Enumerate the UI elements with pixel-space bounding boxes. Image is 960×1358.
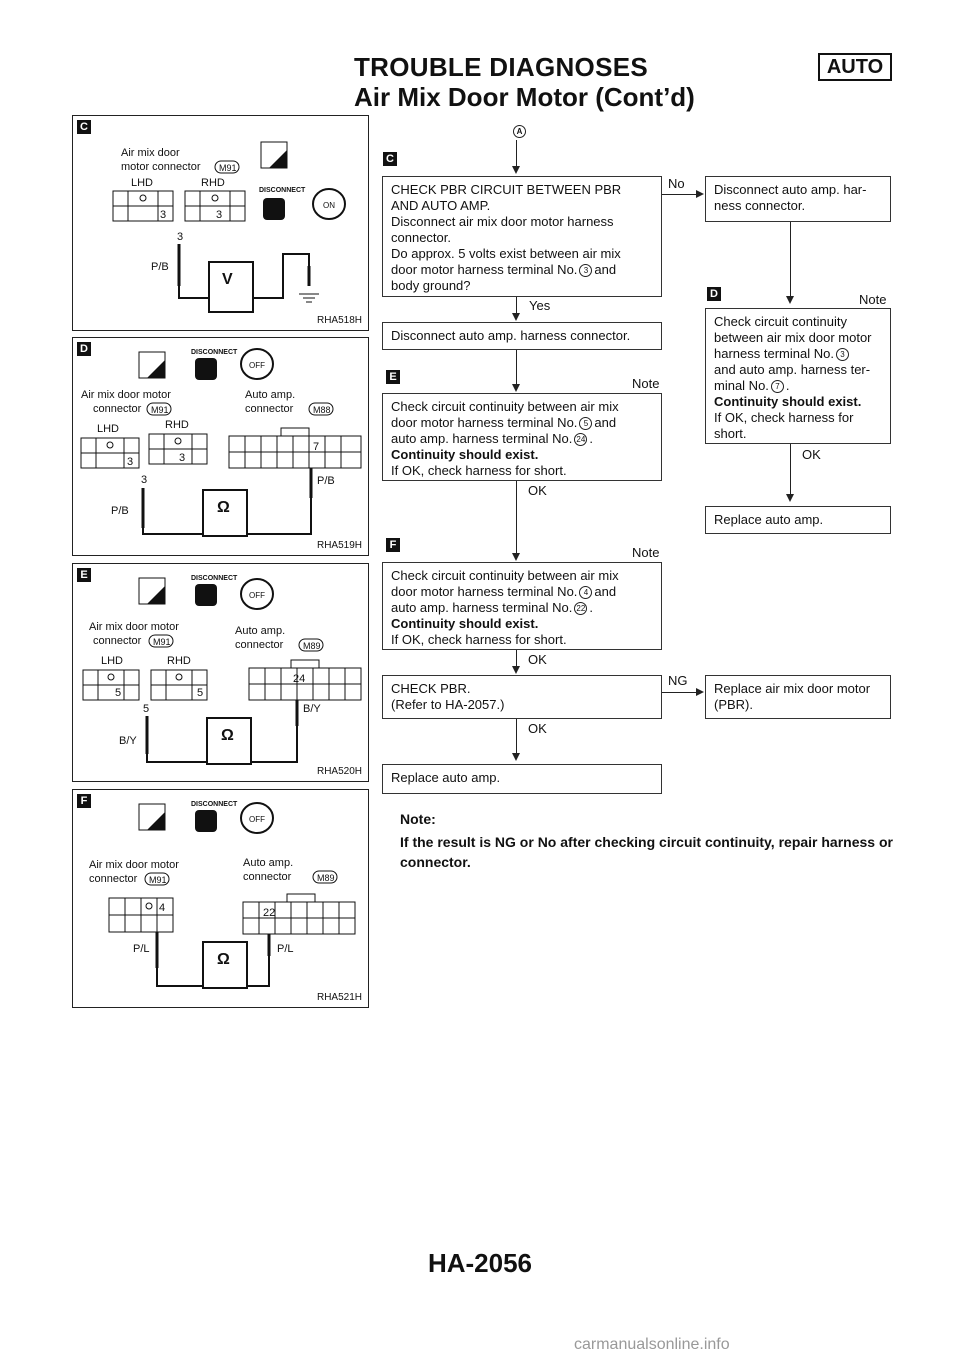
svg-text:Auto amp.: Auto amp. [243, 857, 294, 869]
flow-start-label: A [511, 123, 528, 138]
svg-text:3: 3 [179, 452, 186, 464]
auto-amp-connector-icon [243, 894, 355, 934]
ignition-key-icon [241, 349, 273, 379]
connector-disconnect-icon [195, 358, 217, 380]
check-continuity-e-box: Check circuit continuity between air mix door motor harness terminal No. 5 and auto amp. harness terminal No. 24 . Continuity should exist. If OK, check harness for short. [382, 393, 662, 481]
svg-text:OFF: OFF [249, 361, 265, 370]
rhd-connector-icon [185, 191, 245, 221]
flow-marker-d: D [707, 287, 721, 301]
svg-text:LHD: LHD [101, 655, 124, 667]
svg-text:P/L: P/L [277, 943, 294, 955]
svg-text:Air mix door motor: Air mix door motor [81, 389, 171, 401]
flow-marker-f: F [386, 538, 400, 552]
svg-text:M89: M89 [303, 641, 321, 651]
lhd-connector-icon [81, 438, 139, 468]
svg-text:3: 3 [141, 474, 148, 486]
svg-text:P/B: P/B [317, 475, 335, 487]
svg-text:5: 5 [115, 687, 122, 699]
svg-text:Ω: Ω [217, 499, 230, 516]
motor-connector-icon [109, 898, 173, 932]
rhd-label: RHD [201, 177, 225, 189]
hs-icon [139, 352, 165, 378]
svg-text:3: 3 [127, 456, 134, 468]
disconnect-amp-box-right: Disconnect auto amp. har- ness connector. [705, 176, 891, 222]
svg-text:connector: connector [89, 873, 138, 885]
svg-text:P/B: P/B [111, 505, 129, 517]
svg-text:M91: M91 [151, 405, 169, 415]
connector-label-line2: motor connector [121, 161, 201, 173]
ok-label: OK [528, 721, 547, 736]
check-pbr-circuit-box: CHECK PBR CIRCUIT BETWEEN PBR AND AUTO AMP. Disconnect air mix door motor harness connector. Do approx. 5 volts exist between air mix door motor harness terminal No. 3 and body ground? [382, 176, 662, 297]
svg-text:connector: connector [243, 871, 292, 883]
rhd-connector-icon [149, 434, 207, 464]
ng-label: NG [668, 673, 688, 688]
flow-marker-c: C [383, 152, 397, 166]
svg-text:3: 3 [216, 209, 223, 221]
no-label: No [668, 176, 685, 191]
lhd-label: LHD [131, 177, 154, 189]
auto-amp-connector-icon [249, 660, 361, 700]
svg-text:RHD: RHD [165, 419, 189, 431]
voltage-check-diagram [73, 116, 370, 332]
figure-ref: RHA521H [316, 992, 362, 1003]
flow-marker-e: E [386, 370, 400, 384]
hs-icon [261, 142, 287, 168]
svg-text:24: 24 [293, 673, 306, 685]
rhd-connector-icon [151, 670, 207, 700]
svg-text:Ω: Ω [217, 951, 230, 968]
svg-text:RHD: RHD [167, 655, 191, 667]
svg-text:Ω: Ω [221, 727, 234, 744]
yes-label: Yes [529, 298, 551, 313]
svg-text:connector: connector [93, 403, 142, 415]
continuity-check-diagram [73, 338, 370, 557]
svg-text:connector: connector [235, 639, 284, 651]
hs-icon [139, 578, 165, 604]
svg-text:B/Y: B/Y [303, 703, 321, 715]
wire-color: P/B [151, 261, 169, 273]
svg-text:7: 7 [313, 441, 320, 453]
svg-text:3: 3 [160, 209, 167, 221]
replace-auto-amp-box-right: Replace auto amp. [705, 506, 891, 534]
check-continuity-d-box: Check circuit continuity between air mix door motor harness terminal No. 3 and auto amp. harness ter- minal No. 7 . Continuity should exist. If OK, check harness for short. [705, 308, 891, 444]
svg-text:DISCONNECT: DISCONNECT [191, 349, 238, 356]
connector-code: M91 [219, 163, 237, 173]
svg-text:Auto amp.: Auto amp. [245, 389, 296, 401]
auto-amp-connector-icon [229, 428, 361, 468]
connector-disconnect-icon [195, 810, 217, 832]
lhd-connector-icon [83, 670, 139, 700]
svg-text:DISCONNECT: DISCONNECT [191, 801, 238, 808]
svg-text:M89: M89 [317, 873, 335, 883]
svg-text:M88: M88 [313, 405, 331, 415]
svg-text:5: 5 [197, 687, 204, 699]
svg-text:Air mix door motor: Air mix door motor [89, 859, 179, 871]
svg-text:OFF: OFF [249, 815, 265, 824]
watermark: carmanualsonline.info [574, 1336, 730, 1353]
svg-text:connector: connector [93, 635, 142, 647]
probe-terminal: 3 [177, 231, 184, 243]
check-pbr-box: CHECK PBR. (Refer to HA-2057.) [382, 675, 662, 719]
page-number: HA-2056 [427, 1248, 533, 1278]
svg-text:connector: connector [245, 403, 294, 415]
svg-text:5: 5 [143, 703, 150, 715]
section-subtitle: Air Mix Door Motor (Cont’d) [354, 82, 695, 112]
step-marker-f: F [77, 794, 91, 808]
svg-text:LHD: LHD [97, 423, 120, 435]
svg-text:V: V [222, 271, 233, 288]
svg-text:ON: ON [323, 201, 335, 210]
svg-text:B/Y: B/Y [119, 735, 137, 747]
diagram-panel-e [72, 563, 369, 782]
hs-icon [139, 804, 165, 830]
note-label: Note [859, 292, 887, 307]
ok-label: OK [528, 652, 547, 667]
connector-label-line1: Air mix door [121, 147, 180, 159]
lhd-connector-icon [113, 191, 173, 221]
svg-text:22: 22 [263, 907, 276, 919]
page-title: TROUBLE DIAGNOSES [354, 52, 649, 82]
ok-label: OK [528, 483, 547, 498]
svg-text:P/L: P/L [133, 943, 150, 955]
note-heading: Note: [400, 811, 436, 827]
connector-disconnect-icon [263, 198, 285, 220]
ignition-key-icon [313, 189, 345, 219]
svg-text:M91: M91 [153, 637, 171, 647]
note-text: If the result is NG or No after checking circuit continuity, repair harness or connector. [400, 834, 893, 870]
step-marker-d: D [77, 342, 91, 356]
figure-ref: RHA520H [316, 766, 362, 777]
figure-ref: RHA519H [316, 540, 362, 551]
disconnect-label: DISCONNECT [259, 187, 306, 194]
svg-text:M91: M91 [149, 875, 167, 885]
ignition-key-icon [241, 803, 273, 833]
replace-auto-amp-box: Replace auto amp. [382, 764, 662, 794]
note-label: Note [632, 376, 660, 391]
diagram-panel-f [72, 789, 369, 1008]
svg-text:4: 4 [159, 902, 166, 914]
diagram-panel-d [72, 337, 369, 556]
diagram-panel-c [72, 115, 369, 331]
svg-text:OFF: OFF [249, 591, 265, 600]
disconnect-amp-box: Disconnect auto amp. harness connector. [382, 322, 662, 350]
figure-ref: RHA518H [316, 315, 362, 326]
auto-badge: AUTO [818, 53, 892, 81]
svg-text:Air mix door motor: Air mix door motor [89, 621, 179, 633]
ignition-key-icon [241, 579, 273, 609]
step-marker-c: C [77, 120, 91, 134]
check-continuity-f-box: Check circuit continuity between air mix door motor harness terminal No. 4 and auto amp. harness terminal No. 22 . Continuity should exist. If OK, check harness for short. [382, 562, 662, 650]
continuity-check-diagram [73, 790, 370, 1009]
ok-label: OK [802, 447, 821, 462]
replace-motor-box: Replace air mix door motor (PBR). [705, 675, 891, 719]
note-label: Note [632, 545, 660, 560]
connector-disconnect-icon [195, 584, 217, 606]
continuity-check-diagram [73, 564, 370, 783]
step-marker-e: E [77, 568, 91, 582]
svg-text:Auto amp.: Auto amp. [235, 625, 286, 637]
svg-text:DISCONNECT: DISCONNECT [191, 575, 238, 582]
